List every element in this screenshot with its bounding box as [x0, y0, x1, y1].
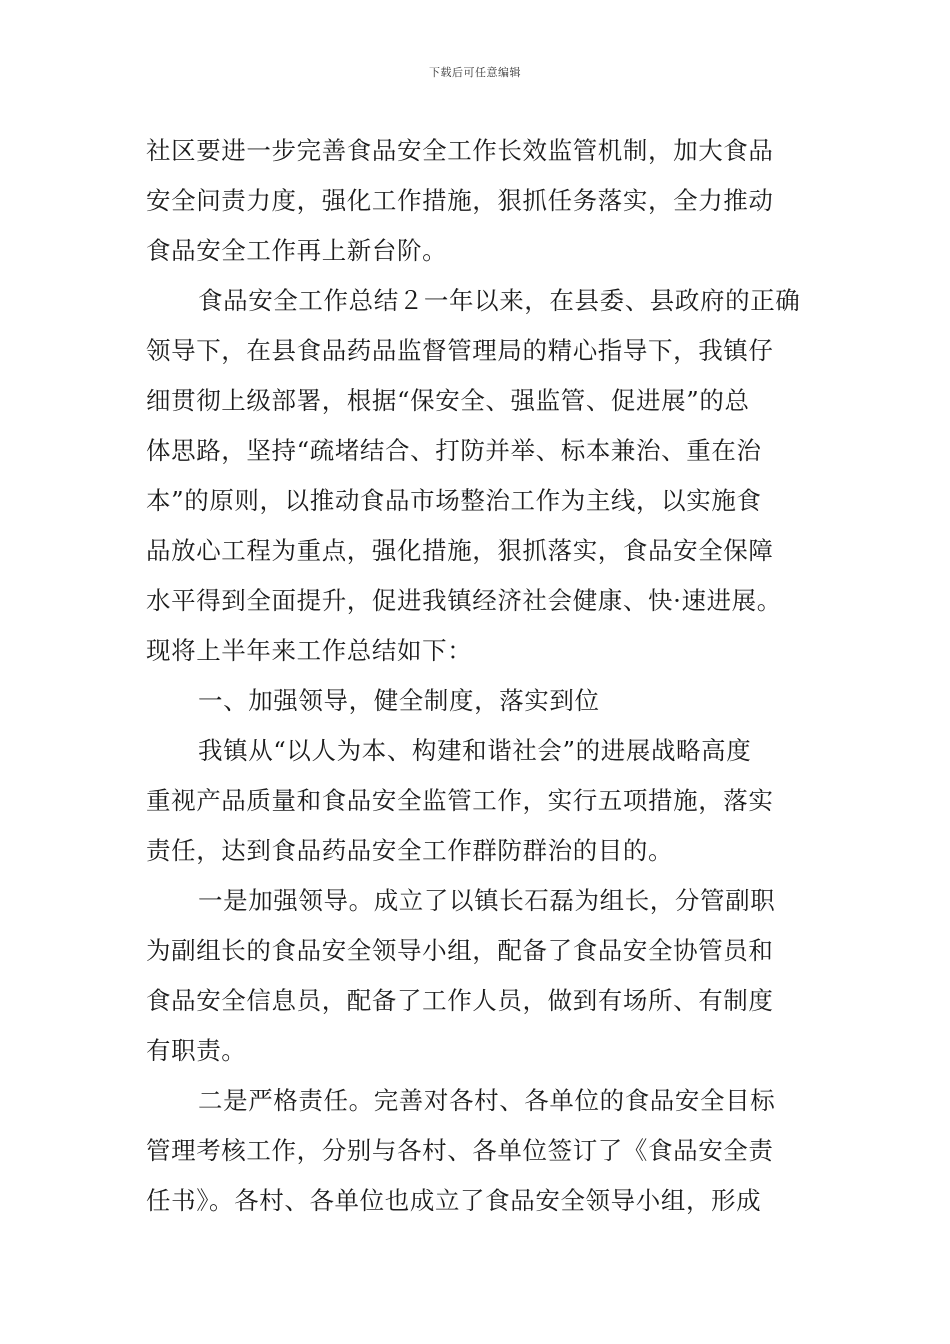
paragraph-line: 我镇从“以人为本、构建和谐社会”的进展战略高度: [198, 736, 752, 765]
paragraph-line: 一是加强领导。成立了以镇长石磊为组长，分管副职: [198, 886, 776, 915]
paragraph-line: 食品安全信息员，配备了工作人员，做到有场所、有制度: [146, 986, 774, 1015]
paragraph-line: 重视产品质量和食品安全监管工作，实行五项措施，落实: [146, 786, 774, 815]
paragraph-line: 一、加强领导，健全制度，落实到位: [198, 686, 600, 715]
paragraph-line: 本”的原则，以推动食品市场整治工作为主线，以实施食: [146, 486, 762, 515]
paragraph-line: 二是严格责任。完善对各村、各单位的食品安全目标: [198, 1086, 776, 1115]
paragraph-line: 品放心工程为重点，强化措施，狠抓落实，食品安全保障: [146, 536, 774, 565]
paragraph-line: 水平得到全面提升，促进我镇经济社会健康、快·速进展。: [146, 586, 782, 615]
paragraph-line: 社区要进一步完善食品安全工作长效监管机制，加大食品: [146, 136, 774, 165]
paragraph-line: 为副组长的食品安全领导小组，配备了食品安全协管员和: [146, 936, 774, 965]
paragraph-line: 有职责。: [146, 1036, 247, 1065]
paragraph-line: 任书》。各村、各单位也成立了食品安全领导小组，形成: [146, 1186, 762, 1215]
paragraph-line: 体思路，坚持“疏堵结合、打防并举、标本兼治、重在治: [146, 436, 762, 465]
paragraph-line: 现将上半年来工作总结如下：: [146, 636, 473, 665]
paragraph-line: 领导下，在县食品药品监督管理局的精心指导下，我镇仔: [146, 336, 774, 365]
paragraph-line: 责任，达到食品药品安全工作群防群治的目的。: [146, 836, 674, 865]
page-header: 下载后可任意编辑: [429, 66, 521, 79]
paragraph-line: 安全问责力度，强化工作措施，狠抓任务落实，全力推动: [146, 186, 774, 215]
paragraph-line: 食品安全工作总结２一年以来，在县委、县政府的正确: [198, 286, 801, 315]
document-body: [146, 126, 816, 1226]
paragraph-line: 细贯彻上级部署，根据“保安全、强监管、促进展”的总: [146, 386, 750, 415]
paragraph-line: 食品安全工作再上新台阶。: [146, 236, 448, 265]
paragraph-line: 管理考核工作，分别与各村、各单位签订了《食品安全责: [146, 1136, 774, 1165]
